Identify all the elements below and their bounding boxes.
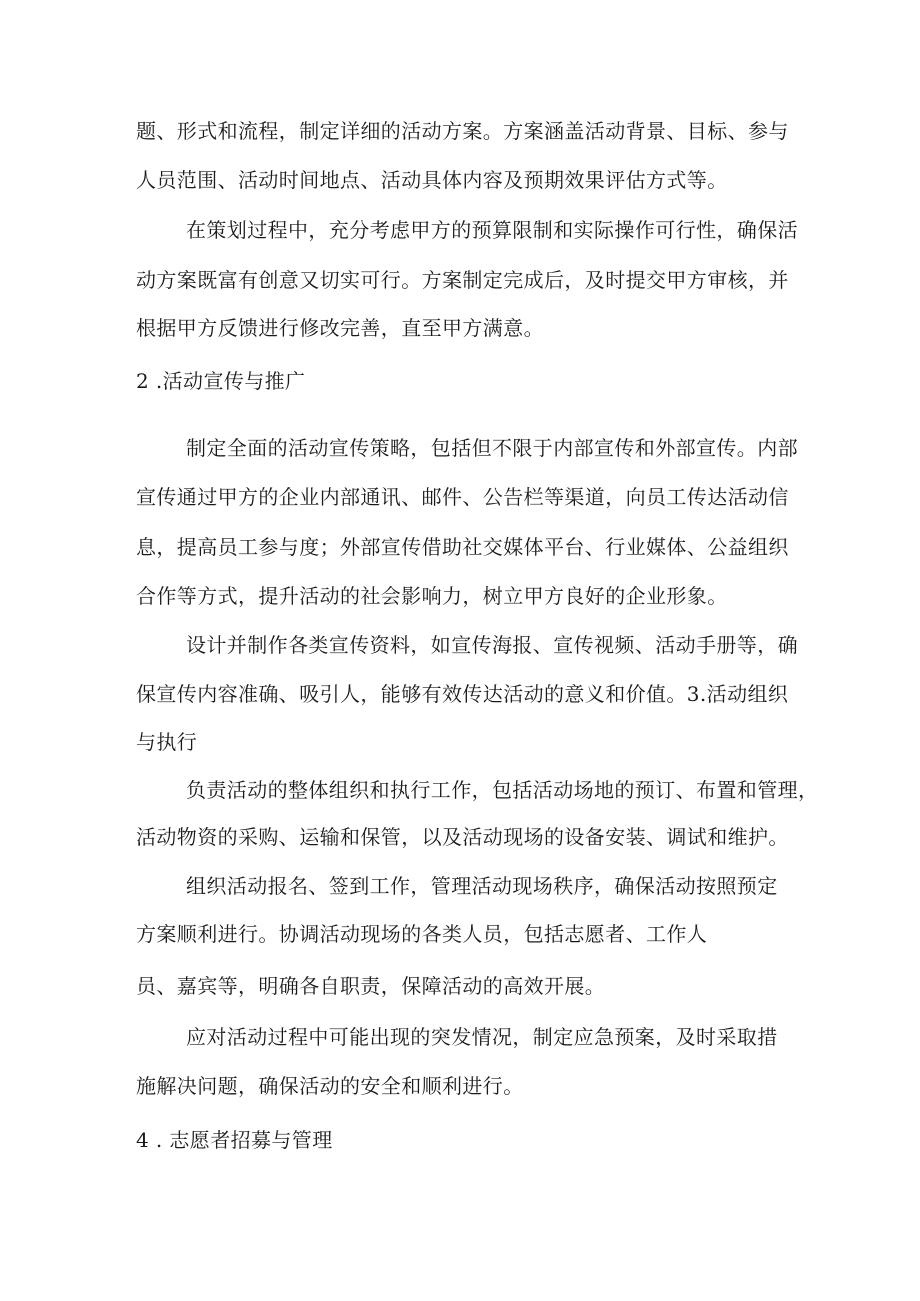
paragraph-line: 施解决问题，确保活动的安全和顺利进行。 [136,1074,524,1098]
paragraph-line: 组织活动报名、签到工作，管理活动现场秩序，确保活动按照预定 [186,874,778,898]
section-heading: 2 .活动宣传与推广 [136,369,306,393]
paragraph-line: 保宣传内容准确、吸引人，能够有效传达活动的意义和价值。3.活动组织 [136,682,789,706]
paragraph-line: 应对活动过程中可能出现的突发情况，制定应急预案，及时采取措 [186,1025,778,1049]
paragraph-line: 息，提高员工参与度；外部宣传借助社交媒体平台、行业媒体、公益组织 [136,535,789,559]
paragraph-line: 负责活动的整体组织和执行工作，包括活动场地的预订、布置和管理， [186,778,819,802]
paragraph-line: 在策划过程中，充分考虑甲方的预算限制和实际操作可行性，确保活 [186,218,798,242]
paragraph-line: 员、嘉宾等，明确各自职责，保障活动的高效开展。 [136,974,606,998]
paragraph-line: 动方案既富有创意又切实可行。方案制定完成后，及时提交甲方审核，并 [136,268,789,292]
paragraph-line: 与执行 [136,730,198,754]
paragraph-line: 设计并制作各类宣传资料，如宣传海报、宣传视频、活动手册等，确 [186,633,798,657]
section-heading: 4 . 志愿者招募与管理 [136,1128,333,1152]
paragraph-line: 制定全面的活动宣传策略，包括但不限于内部宣传和外部宣传。内部 [186,436,798,460]
paragraph-line: 根据甲方反馈进行修改完善，直至甲方满意。 [136,316,544,340]
paragraph-line: 宣传通过甲方的企业内部通讯、邮件、公告栏等渠道，向员工传达活动信 [136,485,789,509]
paragraph-line: 合作等方式，提升活动的社会影响力，树立甲方良好的企业形象。 [136,584,728,608]
paragraph-line: 题、形式和流程，制定详细的活动方案。方案涵盖活动背景、目标、参与 [136,119,789,143]
paragraph-line: 方案顺利进行。协调活动现场的各类人员，包括志愿者、工作人 [136,922,708,946]
paragraph-line: 活动物资的采购、运输和保管，以及活动现场的设备安装、调试和维护。 [136,825,789,849]
paragraph-line: 人员范围、活动时间地点、活动具体内容及预期效果评估方式等。 [136,168,728,192]
